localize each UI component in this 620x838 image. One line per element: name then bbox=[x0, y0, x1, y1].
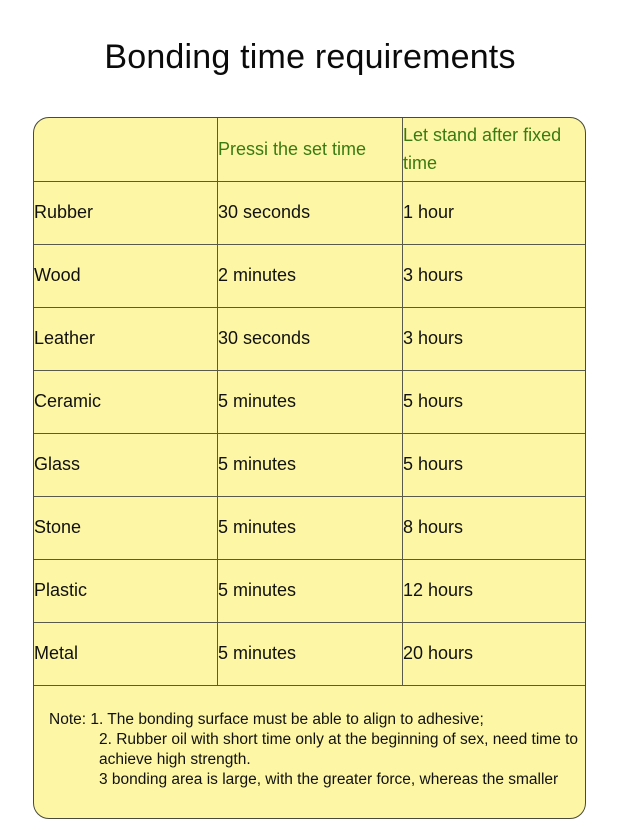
note-line-1: Note: 1. The bonding surface must be able to align to adhesive; bbox=[49, 711, 484, 728]
stand-time-cell: 5 hours bbox=[403, 370, 587, 433]
press-time-cell: 30 seconds bbox=[218, 181, 403, 244]
stand-time-cell: 3 hours bbox=[403, 244, 587, 307]
table-header-row bbox=[34, 118, 586, 181]
note-line-3: 3 bonding area is large, with the greater force, whereas the smaller bbox=[99, 771, 559, 788]
material-cell: Rubber bbox=[34, 181, 218, 244]
press-time-cell: 30 seconds bbox=[218, 307, 403, 370]
material-cell: Leather bbox=[34, 307, 218, 370]
material-cell: Plastic bbox=[34, 559, 218, 622]
material-cell: Glass bbox=[34, 433, 218, 496]
header-press-time: Pressi the set time bbox=[218, 118, 403, 181]
bonding-time-table bbox=[34, 118, 586, 686]
material-cell: Ceramic bbox=[34, 370, 218, 433]
table-row bbox=[34, 307, 586, 370]
notes-block bbox=[49, 710, 579, 790]
press-time-cell: 5 minutes bbox=[218, 433, 403, 496]
stand-time-cell: 3 hours bbox=[403, 307, 587, 370]
press-time-cell: 5 minutes bbox=[218, 370, 403, 433]
header-stand-time: Let stand after fixed time bbox=[403, 118, 587, 181]
table-row bbox=[34, 370, 586, 433]
press-time-cell: 5 minutes bbox=[218, 559, 403, 622]
press-time-cell: 5 minutes bbox=[218, 496, 403, 559]
material-cell: Wood bbox=[34, 244, 218, 307]
header-empty-cell bbox=[34, 118, 218, 181]
table-row bbox=[34, 496, 586, 559]
bonding-time-card bbox=[33, 117, 586, 819]
press-time-cell: 5 minutes bbox=[218, 622, 403, 685]
stand-time-cell: 1 hour bbox=[403, 181, 587, 244]
table-row bbox=[34, 181, 586, 244]
table-row bbox=[34, 559, 586, 622]
page-title: Bonding time requirements bbox=[104, 38, 516, 76]
table-row bbox=[34, 622, 586, 685]
press-time-cell: 2 minutes bbox=[218, 244, 403, 307]
stand-time-cell: 5 hours bbox=[403, 433, 587, 496]
stand-time-cell: 20 hours bbox=[403, 622, 587, 685]
table-row bbox=[34, 244, 586, 307]
note-line-2: 2. Rubber oil with short time only at the beginning of sex, need time to achieve high strength. bbox=[99, 731, 579, 768]
stand-time-cell: 8 hours bbox=[403, 496, 587, 559]
stand-time-cell: 12 hours bbox=[403, 559, 587, 622]
table-row bbox=[34, 433, 586, 496]
material-cell: Stone bbox=[34, 496, 218, 559]
material-cell: Metal bbox=[34, 622, 218, 685]
